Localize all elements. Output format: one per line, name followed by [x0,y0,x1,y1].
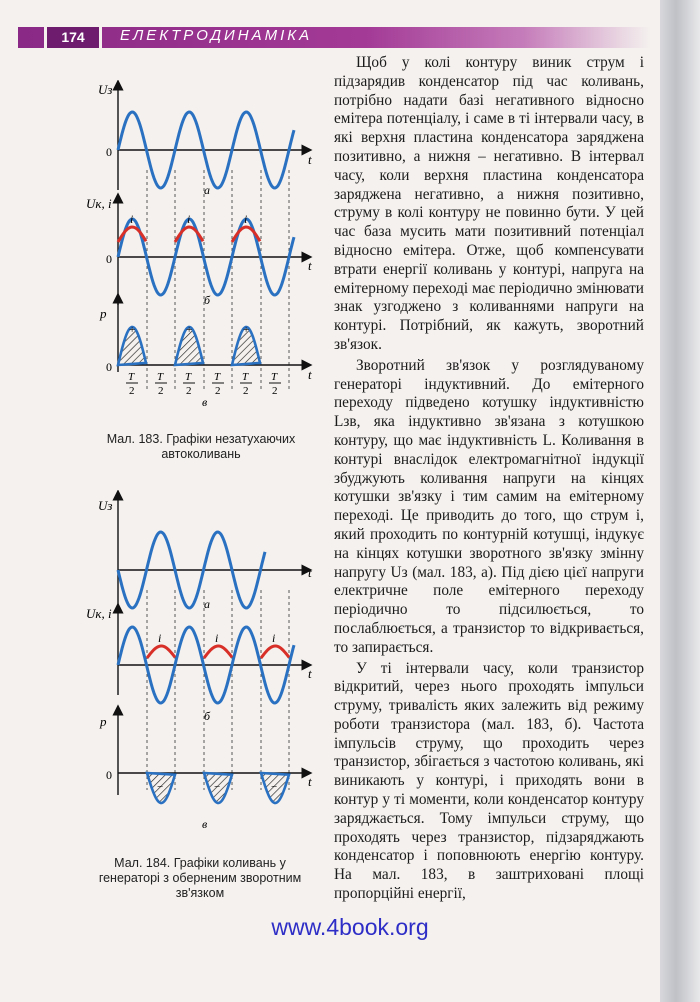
minus-1: − [157,781,164,793]
label-uk: Uк, i [86,606,112,621]
half-period-den-3: 2 [186,385,192,397]
page-number: 174 [44,27,102,48]
figure-184 [82,490,322,835]
label-zero-b: 0 [106,252,112,266]
section-title: ЕЛЕКТРОДИНАМІКА [120,27,313,44]
label-i-2: i [215,631,219,645]
label-i-3: i [272,631,276,645]
half-period-den-6: 2 [272,385,278,397]
sublabel-a: а [204,597,210,611]
half-period-den-1: 2 [129,385,135,397]
current-pulse-3 [261,646,289,658]
page-edge [660,0,700,1002]
label-uz: Uз [98,82,113,97]
current-pulse-1 [147,646,175,658]
label-t-a: t [308,565,312,580]
half-period-num-3: T [185,371,192,383]
caption-183: Мал. 183. Графіки незатухаючих автоколивань [106,432,296,461]
half-period-num-5: T [242,371,249,383]
figure-183 [82,80,322,410]
label-p: p [100,306,107,321]
plus-3: + [243,324,250,336]
sublabel-b: б [204,709,211,723]
label-t-c: t [308,367,312,382]
half-period-num-1: T [128,371,135,383]
half-period-den-4: 2 [215,385,221,397]
sublabel-c: в [202,395,208,409]
label-zero-c: 0 [106,360,112,374]
label-zero-a: 0 [106,145,112,159]
plus-1: + [129,324,136,336]
label-t-b: t [308,258,312,273]
paragraph-1: Щоб у колі контуру виник струм і підзарядив конденсатор під час коливань, потрібно надати базі негативного відносно емітера потенціалу, і саме в ті інтервали часу, в які верхня пластина конденсатора заряджена позитивно, а нижня – негативно. В інтервал часу, коли верхня пластина конденсатора заряджена негативно, а нижня позитивно, струму в колі контуру не повинно бути. У цей час база мусить мати позитивний потенціал відносно емітера. Отже, щоб компенсувати втрати енергії коливань у контурі, напруга на емітерному переході має періодично змінювати знак узгоджено з коливаннями напруги на контурі. Потрібний, як кажуть, зворотний зв'язок. [334,54,644,353]
current-pulse-2 [204,646,232,658]
half-period-num-4: T [214,371,221,383]
caption-184: Мал. 184. Графіки коливань у генераторі з оберненим зворотним зв'язком [98,856,302,900]
plus-2: + [186,324,193,336]
half-period-den-5: 2 [243,385,249,397]
label-i-1: i [158,631,162,645]
half-period-labels [126,371,281,397]
label-t-a: t [308,152,312,167]
label-i-3: i [244,212,248,226]
sublabel-b: б [204,293,211,307]
half-period-den-2: 2 [158,385,164,397]
paragraph-3: У ті інтервали часу, коли транзистор відкритий, через нього проходять імпульси струму, тривалість яких залежить від режиму роботи транзистора (мал. 183, б). Частота імпульсів струму, що проходить через транзистор, збігається з частотою коливань, які виникають у контурі, і приходять вони в контур у ті моменти, коли конденсатор контуру заряджається. Тому імпульси струму, що проходять через транзистор, підзаряджають конденсатор і поповнюють енергію контуру. На мал. 183, в заштриховані площі пропорційні енергії, [334,659,644,903]
current-pulses [147,646,289,658]
half-period-num-2: T [157,371,164,383]
label-t-b: t [308,666,312,681]
label-i-1: i [130,212,134,226]
label-i-2: i [187,212,191,226]
label-uz: Uз [98,498,113,513]
minus-2: − [214,781,221,793]
sublabel-a: а [204,183,210,197]
sublabel-c: в [202,817,208,831]
main-text [334,54,644,904]
label-t-c: t [308,774,312,789]
label-p: p [100,714,107,729]
footer-link[interactable]: www.4book.org [271,914,429,940]
minus-3: − [271,781,278,793]
half-period-num-6: T [271,371,278,383]
paragraph-2: Зворотний зв'язок у розглядуваному генераторі індуктивний. До емітерного переходу підведено котушку індуктивністю Lзв, яка індуктивно зв'язана з котушкою контуру, що має індуктивність L. Коливання в контурі внаслідок електромагнітної індукції збуджують коливання напруги на кінцях котушки зв'язку і тим самим на емітерному переході. Це приводить до того, що струм i, який проходить по контурній котушці, індукує на кінцях котушки зворотного зв'язку змінну напругу Uз (мал. 183, а). Під дією цієї напруги електричне поле емітерного переходу періодично то підсилюється, то послаблюється, а транзистор то відкривається, то запирається. [334,356,644,656]
header-bar [18,27,650,48]
label-uk: Uк, i [86,196,112,211]
label-zero-c: 0 [106,768,112,782]
